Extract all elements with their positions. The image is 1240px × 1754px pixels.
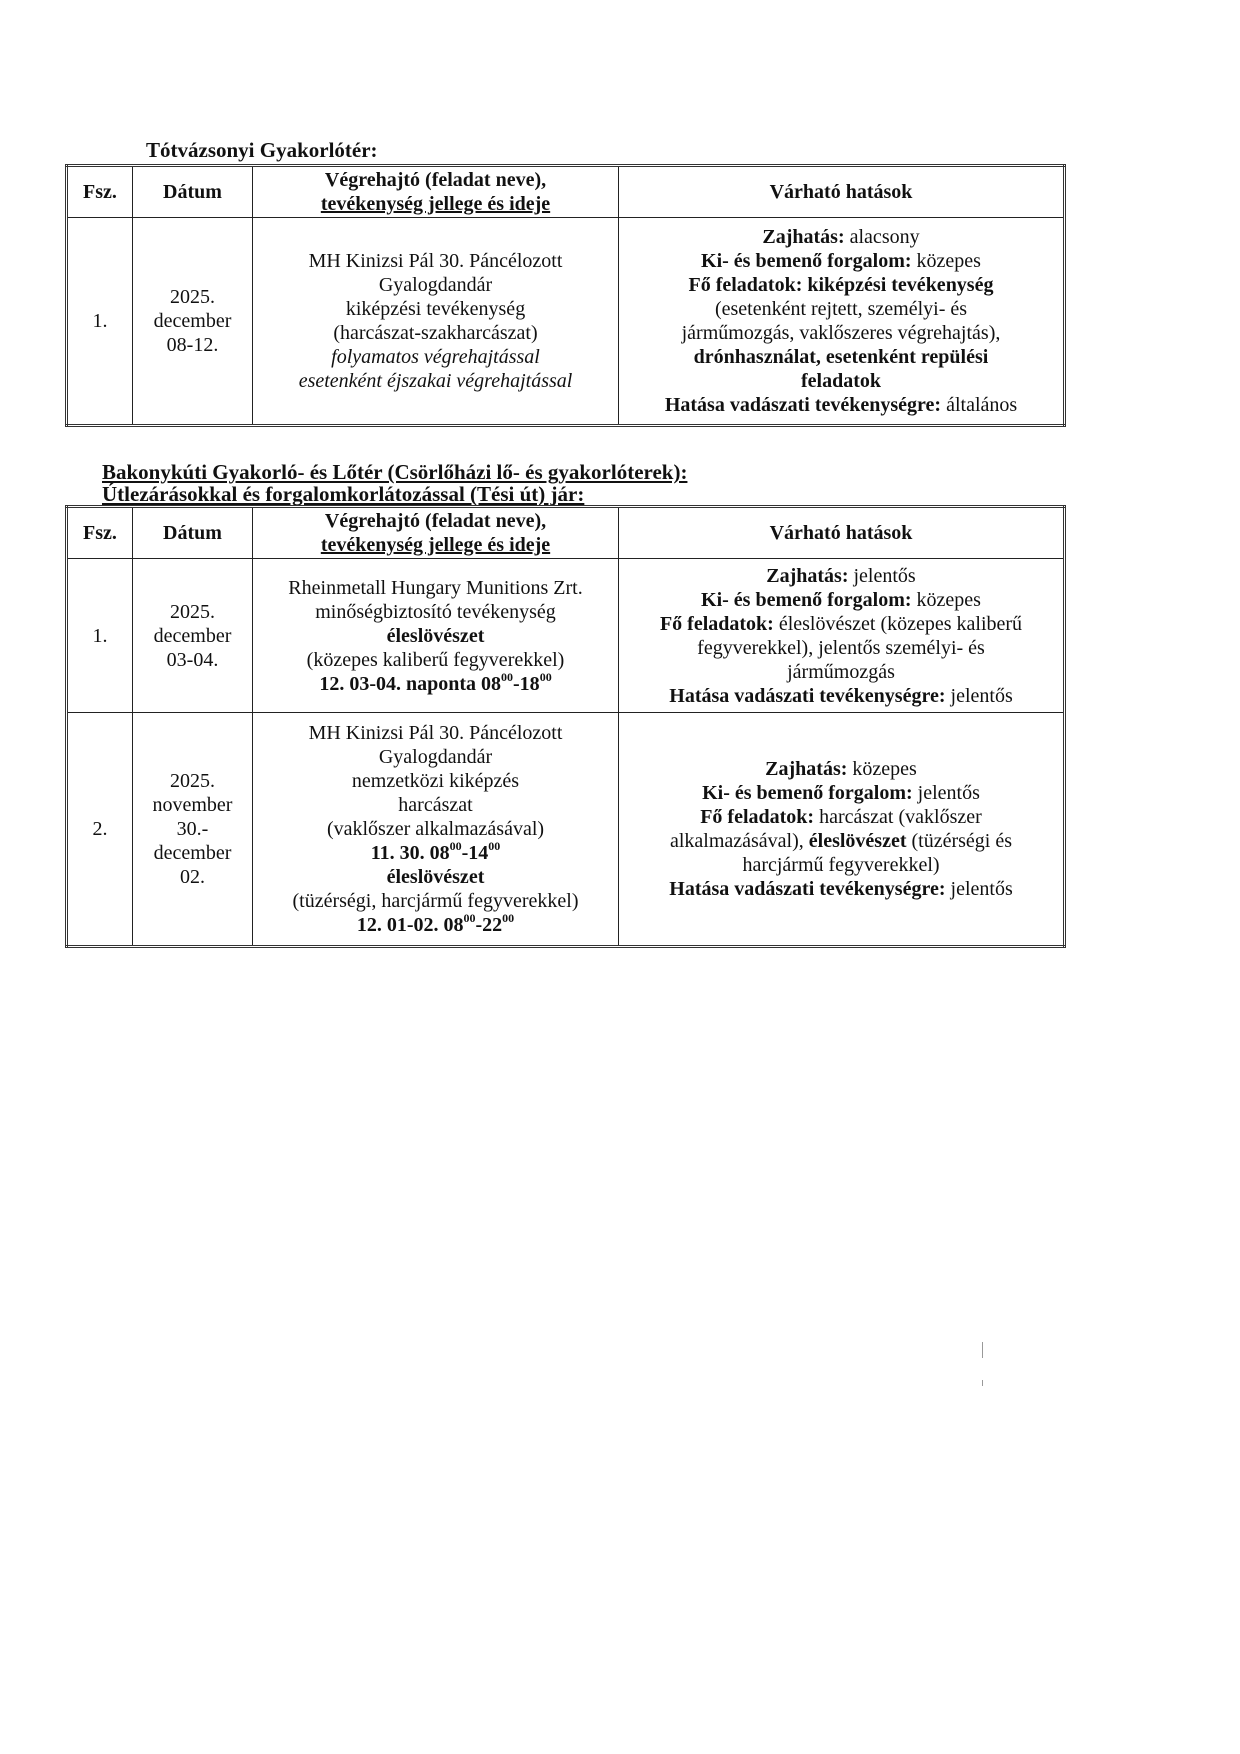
- table-header-row: [67, 166, 1065, 218]
- section-title-totvazsony: Tótvázsonyi Gyakorlótér:: [146, 138, 378, 162]
- header-datum: Dátum: [133, 166, 253, 218]
- header-vegrehajto: Végrehajtó (feladat neve), tevékenység jellege és ideje: [253, 166, 619, 218]
- cell-hatasok: Zajhatás: jelentős Ki- és bemenő forgalom: közepes Fő feladatok: éleslövészet (közepes kaliberű fegyverekkel), jelentős személyi- és járműmozgás Hatása vadászati tevékenységre: jelentős: [619, 559, 1065, 713]
- cell-fsz: 1.: [67, 559, 133, 713]
- scan-artifact: [982, 1342, 983, 1358]
- table-row: [67, 218, 1065, 426]
- header-hatasok: Várható hatások: [619, 166, 1065, 218]
- cell-vegrehajto: MH Kinizsi Pál 30. Páncélozott Gyalogdandár nemzetközi kiképzés harcászat (vaklőszer alkalmazásával) 11. 30. $08^{00}-14^{00}$ éleslövészet (tüzérségi, harcjármű fegyverekkel) 12. 01-02. $08^{00}-22^{00}$: [253, 713, 619, 947]
- table-header-row: [67, 507, 1065, 559]
- cell-datum: 2025. december 08-12.: [133, 218, 253, 426]
- time-range: 12. 03-04. naponta $08^{00}-18^{00}$: [319, 669, 552, 695]
- header-hatasok: Várható hatások: [619, 507, 1065, 559]
- cell-fsz: 2.: [67, 713, 133, 947]
- section-title-bakonykut: Bakonykúti Gyakorló- és Lőtér (Csörlőházi lő- és gyakorlóterek):: [102, 460, 688, 484]
- time-range: 11. 30. $08^{00}-14^{00}$: [370, 839, 501, 864]
- table-row: [67, 559, 1065, 713]
- cell-fsz: 1.: [67, 218, 133, 426]
- time-range: 12. 01-02. $08^{00}-22^{00}$: [356, 911, 515, 936]
- cell-vegrehajto: MH Kinizsi Pál 30. Páncélozott Gyalogdandár kiképzési tevékenység (harcászat-szakharcászat) folyamatos végrehajtással esetenként éjszakai végrehajtással: [253, 218, 619, 426]
- table-row: [67, 713, 1065, 947]
- cell-datum: 2025. november 30.- december 02.: [133, 713, 253, 947]
- header-vegrehajto: Végrehajtó (feladat neve), tevékenység jellege és ideje: [253, 507, 619, 559]
- cell-hatasok: Zajhatás: közepes Ki- és bemenő forgalom: jelentős Fő feladatok: harcászat (vaklőszer alkalmazásával), éleslövészet (tüzérségi és harcjármű fegyverekkel) Hatása vadászati tevékenységre: jelentős: [619, 713, 1065, 947]
- header-datum: Dátum: [133, 507, 253, 559]
- table-totvazsony: [65, 164, 1066, 427]
- header-fsz: Fsz.: [67, 166, 133, 218]
- header-fsz: Fsz.: [67, 507, 133, 559]
- section-subtitle-road-closure: Útlezárásokkal és forgalomkorlátozással (Tési út) jár:: [102, 482, 585, 506]
- cell-vegrehajto: Rheinmetall Hungary Munitions Zrt. minőségbiztosító tevékenység éleslövészet (közepes kaliberű fegyverekkel) 12. 03-04. naponta $08^{00}-18^{00}$: [253, 559, 619, 713]
- cell-datum: 2025. december 03-04.: [133, 559, 253, 713]
- table-bakonykut: [65, 505, 1066, 948]
- cell-hatasok: Zajhatás: alacsony Ki- és bemenő forgalom: közepes Fő feladatok: kiképzési tevékenység (esetenként rejtett, személyi- és járműmozgás, vaklőszeres végrehajtás), drónhasználat, esetenként repülési feladatok Hatása vadászati tevékenységre: általános: [619, 218, 1065, 426]
- scan-artifact: [982, 1380, 983, 1386]
